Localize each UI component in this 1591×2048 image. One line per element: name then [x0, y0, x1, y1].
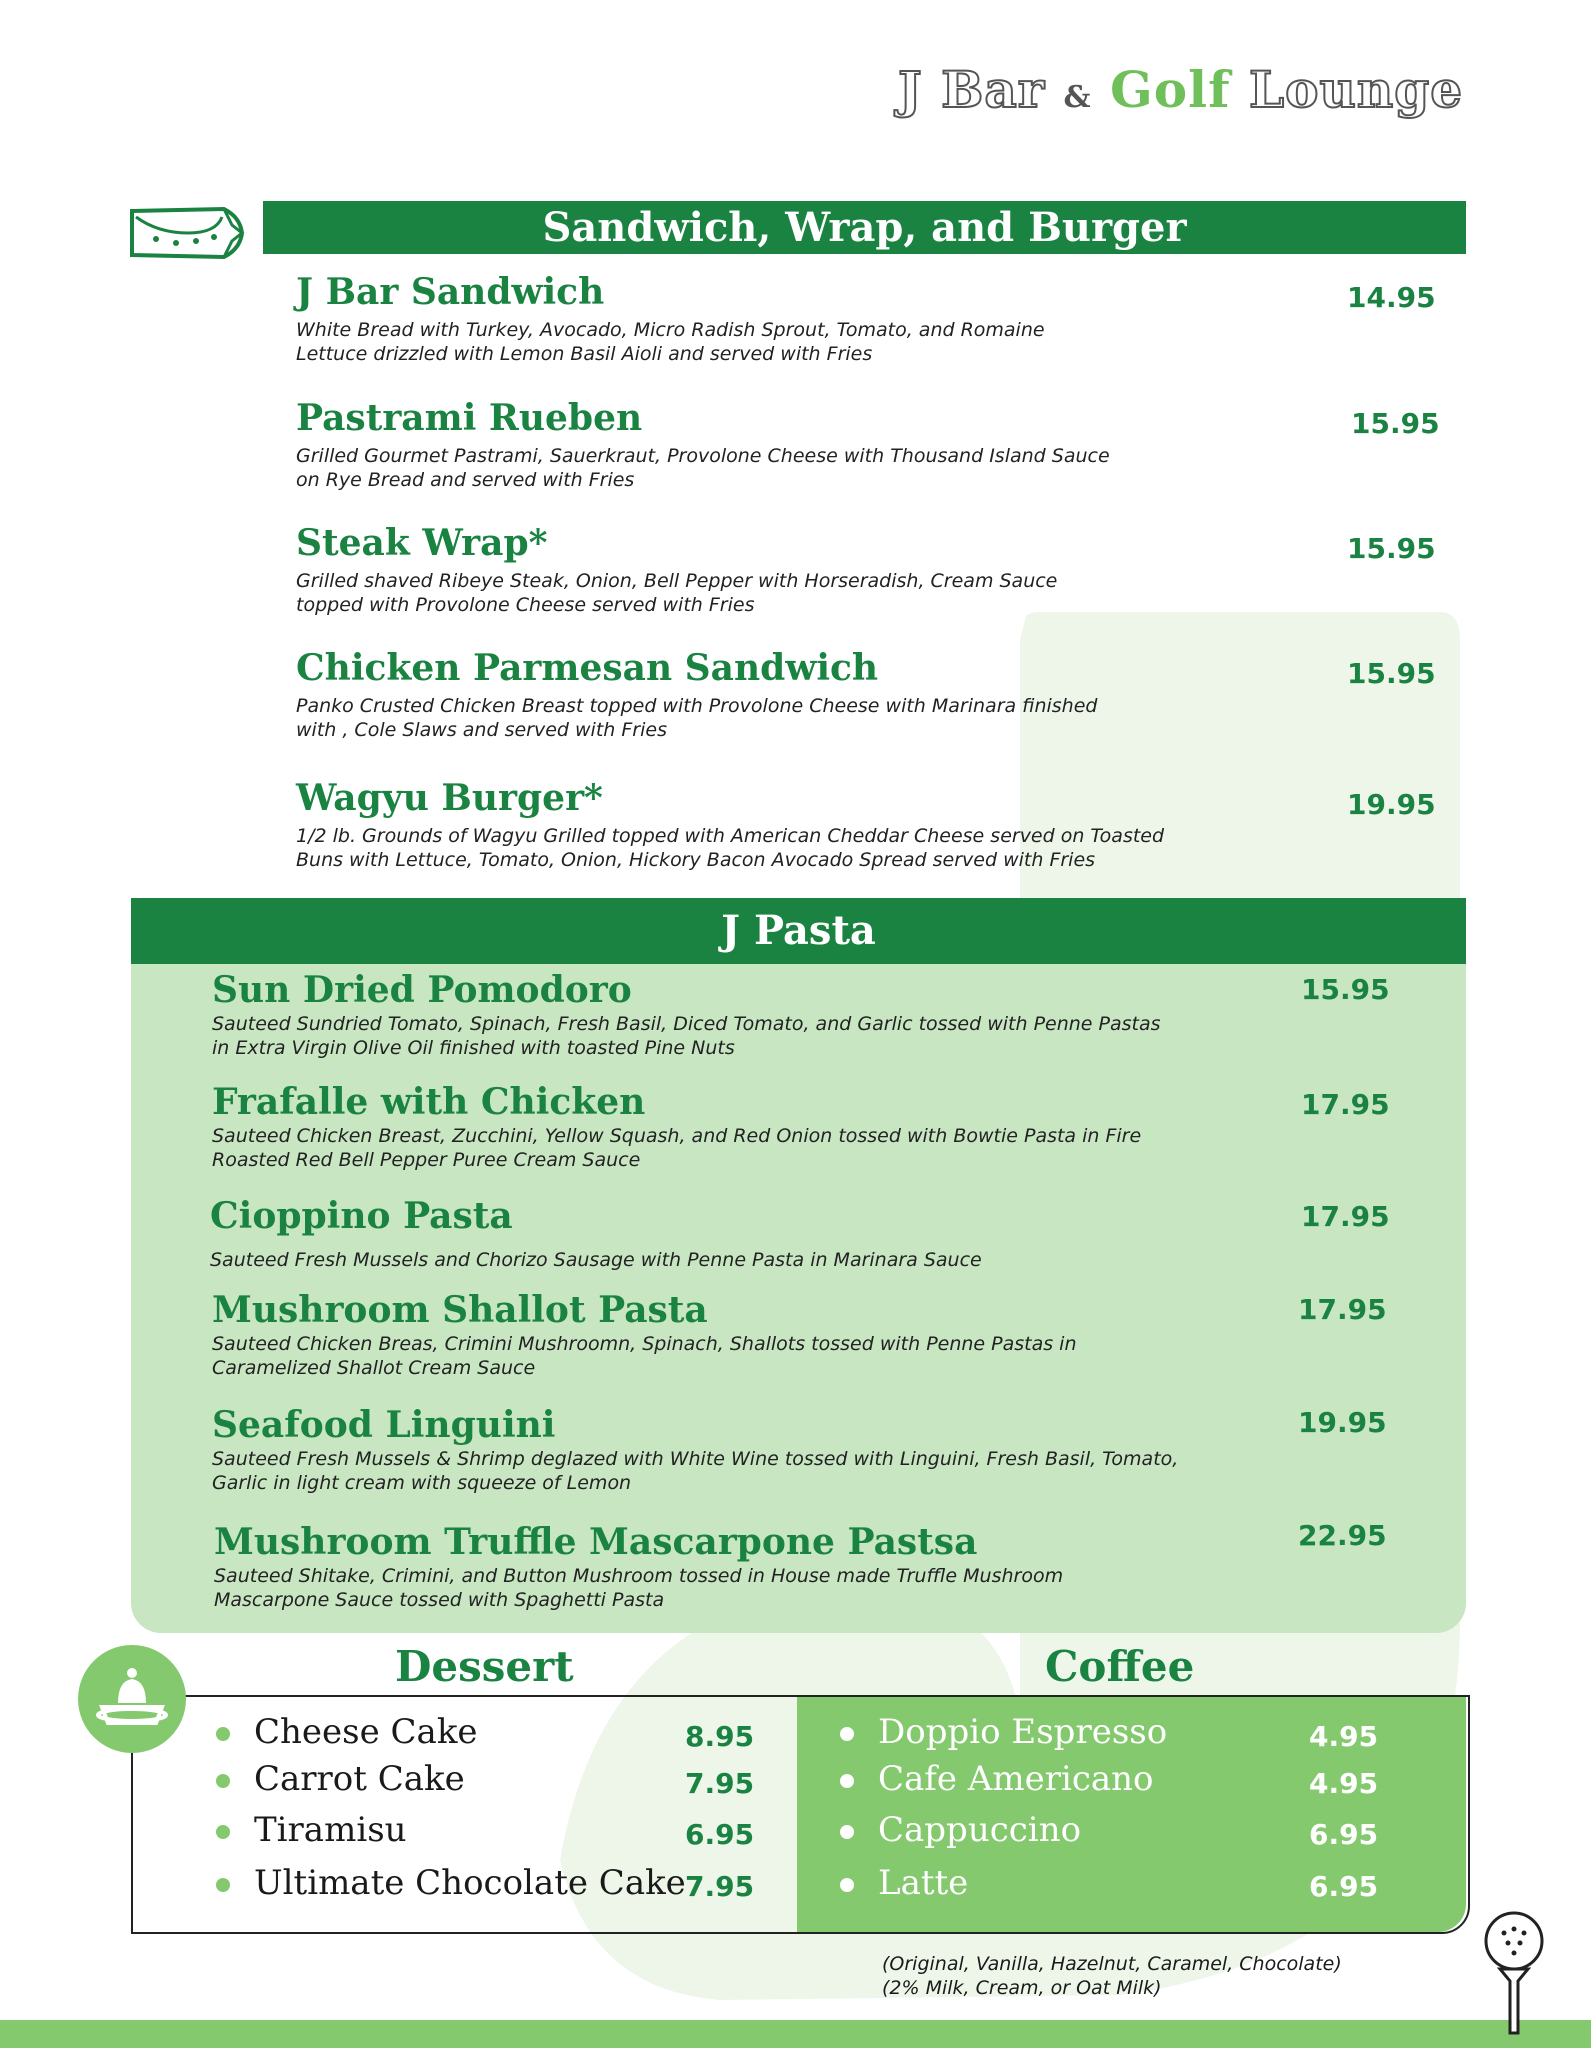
- bullet-icon: [840, 1825, 854, 1839]
- menu-item: [212, 968, 1161, 1060]
- dessert-item: Cheese Cake: [216, 1712, 478, 1752]
- item-description: in Extra Virgin Olive Oil finished with toasted Pine Nuts: [212, 1037, 735, 1059]
- dessert-price: 7.95: [685, 1870, 755, 1903]
- bullet-icon: [840, 1878, 854, 1892]
- item-description: on Rye Bread and served with Fries: [296, 469, 635, 491]
- pasta-section-title: J Pasta: [131, 898, 1466, 964]
- bullet-icon: [216, 1825, 230, 1839]
- dessert-price: 7.95: [685, 1767, 755, 1800]
- item-description: Grilled shaved Ribeye Steak, Onion, Bell Pepper with Horseradish, Cream Sauce: [296, 570, 1058, 592]
- dessert-item: Tiramisu: [216, 1810, 407, 1850]
- item-price: 15.95: [1347, 657, 1436, 690]
- menu-item: [212, 1403, 1178, 1495]
- dessert-item: Carrot Cake: [216, 1759, 465, 1799]
- logo-j: J: [897, 60, 923, 119]
- menu-item: [214, 1520, 1063, 1612]
- item-description: Sauteed Shitake, Crimini, and Button Mushroom tossed in House made Truffle Mushroom: [214, 1565, 1064, 1587]
- item-name: Chicken Parmesan Sandwich: [296, 647, 879, 689]
- item-price: 14.95: [1347, 281, 1436, 314]
- item-description: Sauteed Fresh Mussels & Shrimp deglazed with White Wine tossed with Linguini, Fresh Basil, Tomato,: [212, 1448, 1179, 1470]
- dessert-price: 8.95: [685, 1720, 755, 1753]
- item-description: topped with Provolone Cheese served with Fries: [296, 594, 755, 616]
- bullet-icon: [216, 1878, 230, 1892]
- menu-item: [296, 646, 1097, 742]
- item-description: Garlic in light cream with squeeze of Lemon: [212, 1472, 632, 1494]
- item-description: Caramelized Shallot Cream Sauce: [212, 1357, 536, 1379]
- item-price: 19.95: [1298, 1406, 1387, 1439]
- coffee-price: 4.95: [1309, 1767, 1379, 1800]
- coffee-title: Coffee: [1045, 1642, 1195, 1691]
- milk-note: (2% Milk, Cream, or Oat Milk): [882, 1977, 1162, 1999]
- bullet-icon: [216, 1727, 230, 1741]
- item-description: Mascarpone Sauce tossed with Spaghetti Pasta: [214, 1589, 665, 1611]
- item-price: 15.95: [1301, 973, 1390, 1006]
- item-name: Seafood Linguini: [212, 1404, 556, 1446]
- item-description: Sauteed Chicken Breast, Zucchini, Yellow Squash, and Red Onion tossed with Bowtie Pasta in Fire: [212, 1125, 1142, 1147]
- brand-logo: [898, 60, 1463, 119]
- item-description: Panko Crusted Chicken Breast topped with Provolone Cheese with Marinara finished: [296, 695, 1098, 717]
- dessert-price: 6.95: [685, 1818, 755, 1851]
- logo-golf: Golf: [1110, 60, 1231, 119]
- item-description: 1/2 lb. Grounds of Wagyu Grilled topped with American Cheddar Cheese served on Toasted: [296, 825, 1165, 847]
- coffee-price: 6.95: [1309, 1870, 1379, 1903]
- item-price: 15.95: [1351, 407, 1440, 440]
- menu-item: [212, 1080, 1141, 1172]
- dessert-title: Dessert: [395, 1642, 574, 1691]
- cake-plate-icon: [78, 1645, 186, 1753]
- wrap-icon: [128, 203, 246, 263]
- coffee-item: Cafe Americano: [840, 1759, 1154, 1799]
- coffee-price: 6.95: [1309, 1818, 1379, 1851]
- item-description: White Bread with Turkey, Avocado, Micro Radish Sprout, Tomato, and Romaine: [296, 319, 1045, 341]
- item-name: J Bar Sandwich: [296, 271, 605, 313]
- flavor-note: (Original, Vanilla, Hazelnut, Caramel, Chocolate): [882, 1953, 1342, 1975]
- item-name: Mushroom Shallot Pasta: [212, 1289, 708, 1331]
- item-name: Sun Dried Pomodoro: [212, 969, 632, 1011]
- bullet-icon: [840, 1774, 854, 1788]
- logo-ampersand: &: [1063, 80, 1092, 115]
- item-description: Buns with Lettuce, Tomato, Onion, Hickory Bacon Avocado Spread served with Fries: [296, 849, 1096, 871]
- item-name: Mushroom Truffle Mascarpone Pastsa: [214, 1521, 978, 1563]
- item-description: Roasted Red Bell Pepper Puree Cream Sauce: [212, 1149, 641, 1171]
- item-name: Steak Wrap*: [296, 522, 548, 564]
- golf-ball-tee-icon: [1478, 1903, 1558, 2043]
- item-price: 17.95: [1301, 1200, 1390, 1233]
- item-name: Pastrami Rueben: [296, 397, 643, 439]
- coffee-item: Cappuccino: [840, 1810, 1081, 1850]
- item-description: Sauteed Chicken Breas, Crimini Mushroomn, Spinach, Shallots tossed with Penne Pastas in: [212, 1333, 1077, 1355]
- item-description: Sauteed Sundried Tomato, Spinach, Fresh Basil, Diced Tomato, and Garlic tossed with Penne Pastas: [212, 1013, 1161, 1035]
- coffee-item: Doppio Espresso: [840, 1712, 1167, 1752]
- item-description: Sauteed Fresh Mussels and Chorizo Sausage with Penne Pasta in Marinara Sauce: [210, 1249, 982, 1271]
- menu-item: [210, 1194, 982, 1272]
- item-description: Grilled Gourmet Pastrami, Sauerkraut, Provolone Cheese with Thousand Island Sauce: [296, 445, 1110, 467]
- item-name: Cioppino Pasta: [210, 1195, 513, 1237]
- coffee-price: 4.95: [1309, 1720, 1379, 1753]
- menu-item: [296, 521, 1057, 617]
- bullet-icon: [840, 1727, 854, 1741]
- menu-item: [296, 270, 1045, 366]
- coffee-note: [882, 1952, 1342, 2000]
- dessert-item: Ultimate Chocolate Cake: [216, 1863, 686, 1903]
- item-price: 15.95: [1347, 532, 1436, 565]
- item-price: 17.95: [1298, 1293, 1387, 1326]
- menu-item: [296, 396, 1110, 492]
- logo-lounge: Lounge: [1249, 60, 1463, 119]
- bullet-icon: [216, 1774, 230, 1788]
- footer-bar: [0, 2020, 1591, 2048]
- item-name: Wagyu Burger*: [296, 777, 603, 819]
- item-description: with , Cole Slaws and served with Fries: [296, 719, 667, 741]
- menu-item: [212, 1288, 1077, 1380]
- sandwich-section-title: Sandwich, Wrap, and Burger: [263, 201, 1466, 254]
- item-price: 22.95: [1298, 1519, 1387, 1552]
- item-price: 17.95: [1301, 1088, 1390, 1121]
- logo-bar: Bar: [941, 60, 1046, 119]
- coffee-item: Latte: [840, 1863, 968, 1903]
- item-name: Frafalle with Chicken: [212, 1081, 646, 1123]
- item-price: 19.95: [1347, 788, 1436, 821]
- item-description: Lettuce drizzled with Lemon Basil Aioli and served with Fries: [296, 343, 873, 365]
- menu-item: [296, 776, 1164, 872]
